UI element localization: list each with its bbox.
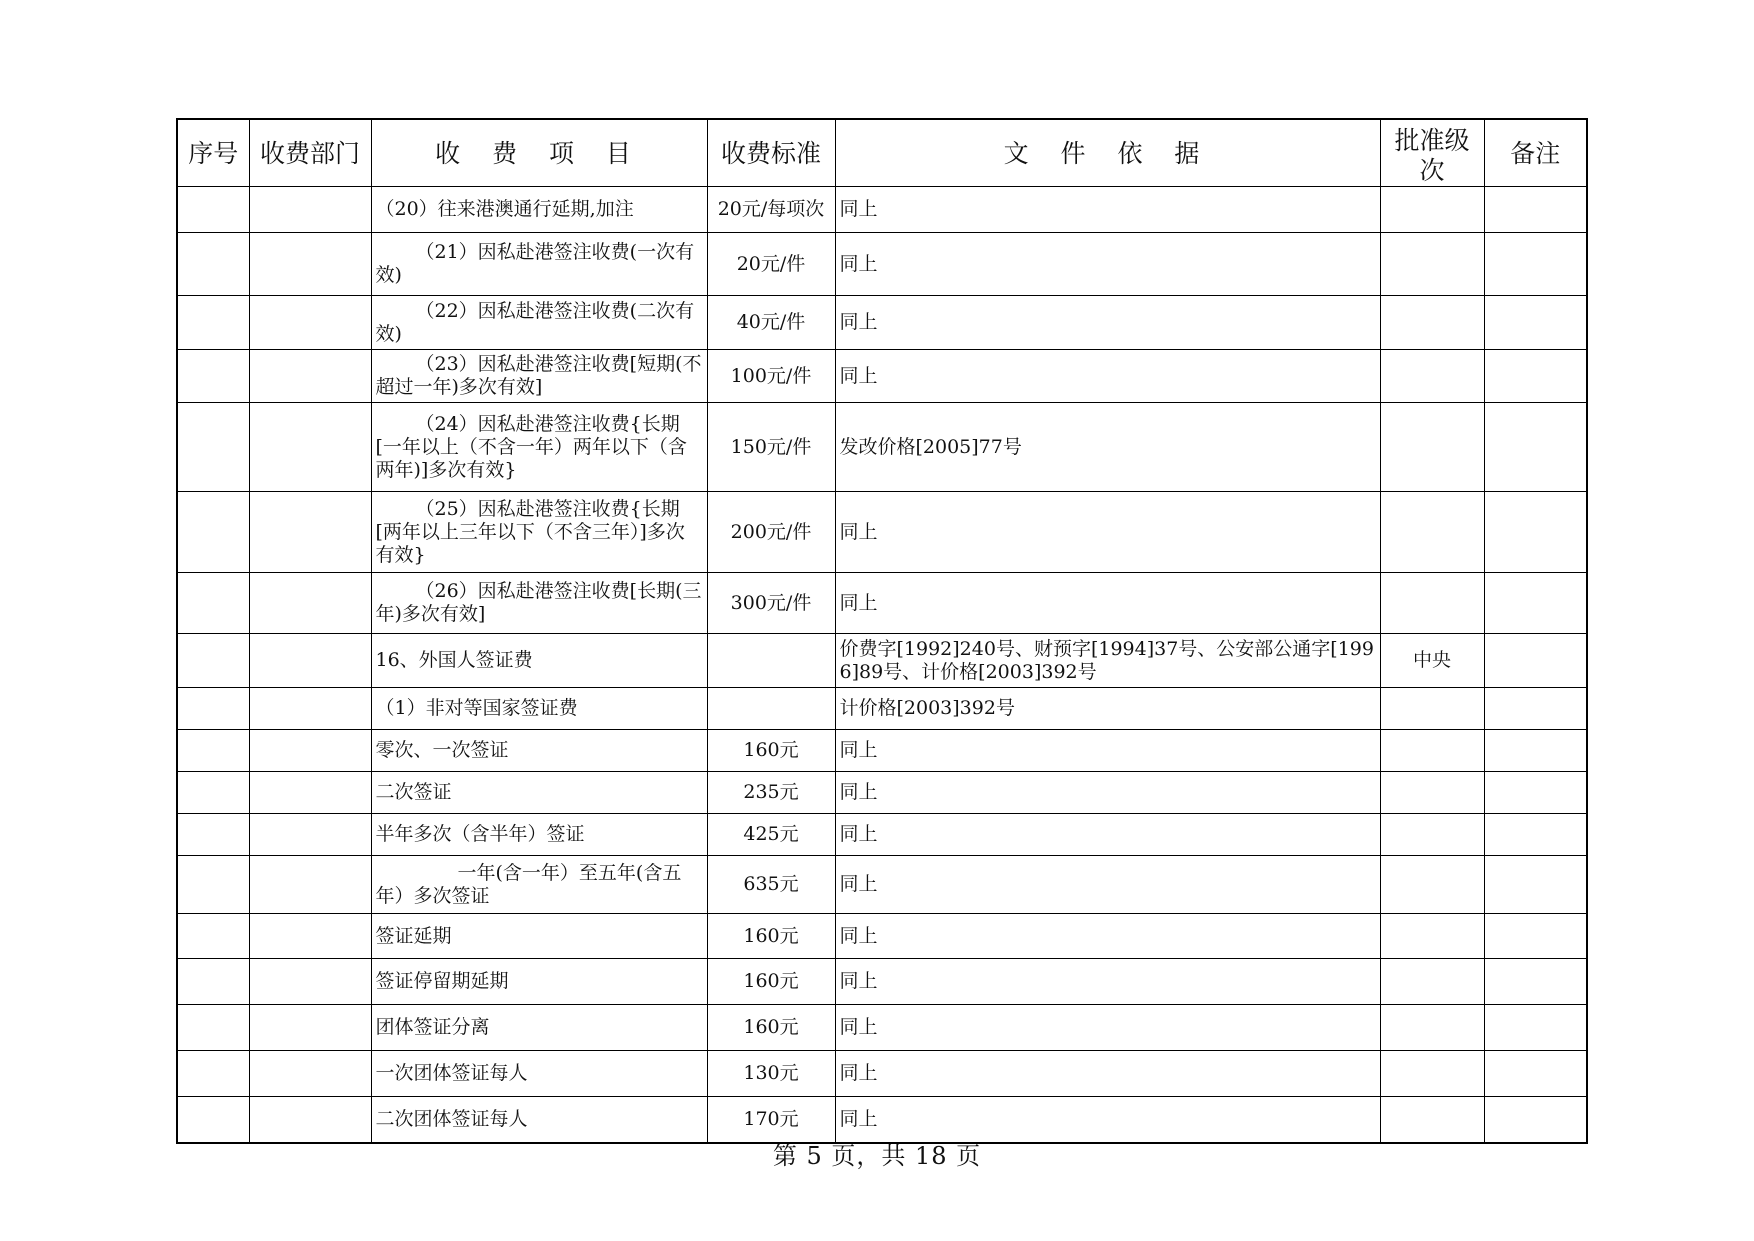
cell-level [1380,403,1484,492]
cell-basis: 同上 [835,492,1380,573]
cell-seq [177,772,249,814]
cell-level [1380,856,1484,914]
cell-item: 团体签证分离 [371,1005,707,1051]
cell-basis: 同上 [835,856,1380,914]
table-row [177,296,1587,350]
cell-basis: 同上 [835,1005,1380,1051]
cell-seq [177,634,249,688]
table-row [177,492,1587,573]
cell-item: （20）往来港澳通行延期,加注 [371,187,707,233]
cell-item: 零次、一次签证 [371,730,707,772]
cell-dept [249,814,371,856]
cell-standard: 130元 [707,1051,835,1097]
cell-basis: 同上 [835,959,1380,1005]
cell-standard: 160元 [707,959,835,1005]
table-row [177,350,1587,403]
table-row [177,403,1587,492]
cell-level [1380,1005,1484,1051]
cell-seq [177,1051,249,1097]
cell-remark [1484,688,1587,730]
cell-dept [249,350,371,403]
cell-seq [177,688,249,730]
cell-basis: 同上 [835,573,1380,634]
header-seq: 序号 [177,119,249,187]
cell-dept [249,856,371,914]
header-dept: 收费部门 [249,119,371,187]
cell-standard: 200元/件 [707,492,835,573]
header-basis-label: 文 件 依 据 [1003,138,1212,168]
cell-remark [1484,492,1587,573]
cell-item: 签证延期 [371,914,707,959]
header-remark: 备注 [1484,119,1587,187]
cell-remark [1484,1051,1587,1097]
cell-basis: 价费字[1992]240号、财预字[1994]37号、公安部公通字[1996]89号、计价格[2003]392号 [835,634,1380,688]
cell-level [1380,914,1484,959]
cell-basis: 发改价格[2005]77号 [835,403,1380,492]
cell-standard: 160元 [707,730,835,772]
cell-item: 二次签证 [371,772,707,814]
cell-seq [177,914,249,959]
cell-seq [177,1005,249,1051]
cell-standard: 100元/件 [707,350,835,403]
cell-dept [249,959,371,1005]
cell-dept [249,688,371,730]
cell-basis: 同上 [835,296,1380,350]
header-item [371,119,707,187]
cell-remark [1484,187,1587,233]
cell-item: （1）非对等国家签证费 [371,688,707,730]
cell-seq [177,187,249,233]
cell-remark [1484,403,1587,492]
cell-seq [177,814,249,856]
cell-remark [1484,914,1587,959]
cell-standard: 425元 [707,814,835,856]
table-row [177,959,1587,1005]
cell-seq [177,403,249,492]
table-row [177,730,1587,772]
cell-seq [177,233,249,296]
cell-item: （26）因私赴港签注收费[长期(三年)多次有效] [371,573,707,634]
cell-level [1380,772,1484,814]
cell-seq [177,856,249,914]
cell-remark [1484,296,1587,350]
cell-remark [1484,634,1587,688]
cell-dept [249,730,371,772]
page-footer: 第 5 页，共 18 页 [772,1142,982,1170]
cell-basis: 同上 [835,1051,1380,1097]
cell-basis: 同上 [835,1097,1380,1143]
header-basis [835,119,1380,187]
cell-standard: 20元/件 [707,233,835,296]
header-standard: 收费标准 [707,119,835,187]
cell-remark [1484,772,1587,814]
cell-seq [177,730,249,772]
header-row [177,119,1587,187]
table-row [177,772,1587,814]
cell-level [1380,814,1484,856]
cell-dept [249,1051,371,1097]
cell-dept [249,772,371,814]
cell-standard: 170元 [707,1097,835,1143]
cell-dept [249,403,371,492]
cell-level: 中央 [1380,634,1484,688]
table-row [177,856,1587,914]
table-row [177,573,1587,634]
table-row [177,233,1587,296]
cell-dept [249,1005,371,1051]
cell-remark [1484,1005,1587,1051]
cell-basis: 同上 [835,814,1380,856]
cell-level [1380,573,1484,634]
cell-standard: 150元/件 [707,403,835,492]
cell-item: 一年(含一年）至五年(含五年）多次签证 [371,856,707,914]
table-row [177,814,1587,856]
header-item-label: 收 费 项 目 [435,138,643,168]
table-row [177,187,1587,233]
cell-basis: 同上 [835,233,1380,296]
cell-standard: 160元 [707,914,835,959]
cell-level [1380,492,1484,573]
cell-level [1380,1051,1484,1097]
fee-table [176,118,1588,1144]
cell-standard: 40元/件 [707,296,835,350]
cell-seq [177,573,249,634]
cell-dept [249,634,371,688]
cell-item: （23）因私赴港签注收费[短期(不超过一年)多次有效] [371,350,707,403]
cell-seq [177,350,249,403]
cell-dept [249,573,371,634]
cell-level [1380,959,1484,1005]
cell-seq [177,492,249,573]
cell-item: （24）因私赴港签注收费{长期[一年以上（不含一年）两年以下（含两年)]多次有效} [371,403,707,492]
cell-remark [1484,730,1587,772]
cell-level [1380,296,1484,350]
cell-item: 半年多次（含半年）签证 [371,814,707,856]
table-row [177,1005,1587,1051]
cell-basis: 计价格[2003]392号 [835,688,1380,730]
cell-standard [707,634,835,688]
cell-remark [1484,573,1587,634]
cell-item: 一次团体签证每人 [371,1051,707,1097]
cell-standard: 160元 [707,1005,835,1051]
cell-item: （21）因私赴港签注收费(一次有效) [371,233,707,296]
cell-basis: 同上 [835,730,1380,772]
cell-level [1380,688,1484,730]
cell-basis: 同上 [835,350,1380,403]
cell-level [1380,187,1484,233]
cell-basis: 同上 [835,187,1380,233]
cell-seq [177,959,249,1005]
header-level: 批准级次 [1380,119,1484,187]
cell-dept [249,914,371,959]
cell-item: 签证停留期延期 [371,959,707,1005]
table-row [177,688,1587,730]
cell-item: （22）因私赴港签注收费(二次有效) [371,296,707,350]
cell-item: 二次团体签证每人 [371,1097,707,1143]
cell-basis: 同上 [835,914,1380,959]
cell-remark [1484,856,1587,914]
table-row [177,634,1587,688]
cell-dept [249,187,371,233]
cell-dept [249,296,371,350]
cell-standard: 300元/件 [707,573,835,634]
cell-level [1380,350,1484,403]
table-row [177,1051,1587,1097]
cell-item: （25）因私赴港签注收费{长期[两年以上三年以下（不含三年）]多次有效} [371,492,707,573]
cell-standard: 20元/每项次 [707,187,835,233]
cell-dept [249,233,371,296]
cell-level [1380,233,1484,296]
table-row [177,914,1587,959]
cell-level [1380,730,1484,772]
cell-standard: 635元 [707,856,835,914]
cell-standard: 235元 [707,772,835,814]
cell-remark [1484,233,1587,296]
cell-seq [177,296,249,350]
cell-standard [707,688,835,730]
cell-remark [1484,350,1587,403]
cell-remark [1484,959,1587,1005]
cell-item: 16、外国人签证费 [371,634,707,688]
cell-dept [249,492,371,573]
cell-basis: 同上 [835,772,1380,814]
cell-remark [1484,814,1587,856]
